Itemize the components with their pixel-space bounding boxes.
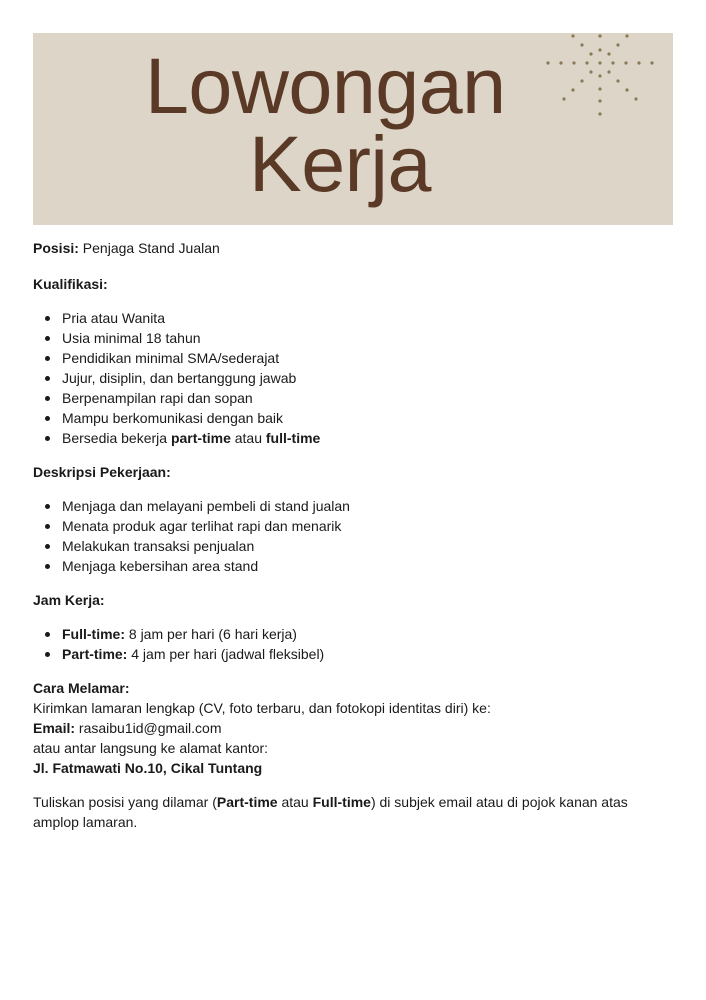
how-to-apply-heading: Cara Melamar: bbox=[33, 680, 130, 696]
alt-delivery-text: atau antar langsung ke alamat kantor: bbox=[33, 740, 269, 756]
job-posting-body bbox=[33, 238, 673, 832]
bullet-icon bbox=[45, 632, 50, 637]
job-description-list bbox=[33, 496, 673, 576]
how-to-apply-intro: Kirimkan lamaran lengkap (CV, foto terbaru, dan fotokopi identitas diri) ke: bbox=[33, 700, 491, 716]
list-item: Menjaga kebersihan area stand bbox=[33, 556, 673, 576]
bullet-icon bbox=[45, 356, 50, 361]
position-label: Posisi: bbox=[33, 240, 79, 256]
office-address: Jl. Fatmawati No.10, Cikal Tuntang bbox=[33, 760, 263, 776]
work-hours-heading: Jam Kerja: bbox=[33, 592, 105, 608]
email-label: Email: bbox=[33, 720, 76, 736]
banner-title-line1: Lowongan bbox=[145, 41, 506, 130]
bullet-icon bbox=[45, 652, 50, 657]
bullet-icon bbox=[45, 316, 50, 321]
email-link[interactable]: rasaibu1id@gmail.com bbox=[75, 720, 222, 736]
header-banner bbox=[33, 33, 673, 225]
list-item: Menata produk agar terlihat rapi dan menarik bbox=[33, 516, 673, 536]
bullet-icon bbox=[45, 376, 50, 381]
list-item: Berpenampilan rapi dan sopan bbox=[33, 388, 673, 408]
banner-title-line2: Kerja bbox=[249, 119, 431, 208]
application-note: Tuliskan posisi yang dilamar (Part-time atau Full-time) di subjek email atau di pojok kanan atas amplop lamaran. bbox=[33, 794, 628, 830]
list-item: Jujur, disiplin, dan bertanggung jawab bbox=[33, 368, 673, 388]
bullet-icon bbox=[45, 336, 50, 341]
email-line bbox=[33, 718, 673, 738]
position-line bbox=[33, 238, 673, 258]
list-item: Usia minimal 18 tahun bbox=[33, 328, 673, 348]
bullet-icon bbox=[45, 396, 50, 401]
bullet-icon bbox=[45, 524, 50, 529]
list-item: Bersedia bekerja part-time atau full-time bbox=[33, 428, 673, 448]
list-item: Full-time: 8 jam per hari (6 hari kerja) bbox=[33, 624, 673, 644]
bullet-icon bbox=[45, 564, 50, 569]
job-description-heading: Deskripsi Pekerjaan: bbox=[33, 464, 171, 480]
list-item: Menjaga dan melayani pembeli di stand jualan bbox=[33, 496, 673, 516]
list-item: Mampu berkomunikasi dengan baik bbox=[33, 408, 673, 428]
bullet-icon bbox=[45, 544, 50, 549]
position-value: Penjaga Stand Jualan bbox=[82, 240, 220, 256]
list-item: Melakukan transaksi penjualan bbox=[33, 536, 673, 556]
list-item: Pria atau Wanita bbox=[33, 308, 673, 328]
bullet-icon bbox=[45, 504, 50, 509]
list-item: Pendidikan minimal SMA/sederajat bbox=[33, 348, 673, 368]
qualifications-heading: Kualifikasi: bbox=[33, 276, 108, 292]
qualifications-list bbox=[33, 308, 673, 448]
bullet-icon bbox=[45, 416, 50, 421]
bullet-icon bbox=[45, 436, 50, 441]
work-hours-list bbox=[33, 624, 673, 664]
list-item: Part-time: 4 jam per hari (jadwal fleksibel) bbox=[33, 644, 673, 664]
